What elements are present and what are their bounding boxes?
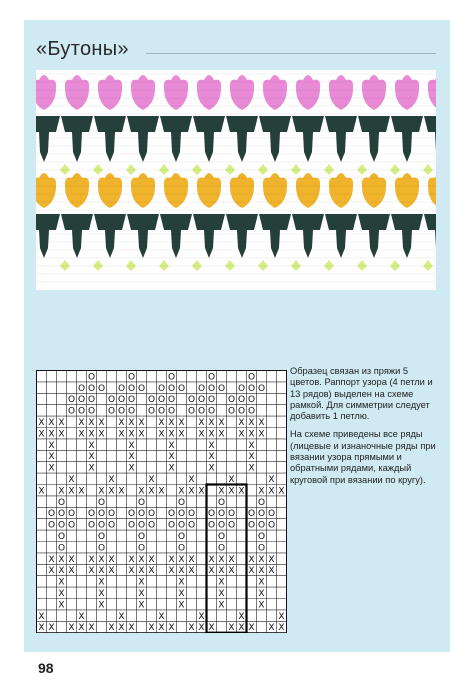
chart-symbol-x: X [278,623,285,634]
chart-symbol-x: X [218,486,225,497]
chart-symbol-x: X [238,486,245,497]
chart-symbol-x: X [58,486,65,497]
chart-symbol-o: O [87,395,96,406]
chart-symbol-x: X [118,611,125,622]
chart-symbol-o: O [107,395,116,406]
chart-symbol-o: O [257,509,266,520]
chart-symbol-x: X [78,623,85,634]
chart-symbol-x: X [228,486,235,497]
pattern-title: «Бутоны» [36,38,129,60]
chart-symbol-o: O [57,520,66,531]
chart-symbol-x: X [128,452,135,463]
chart-symbol-o: O [177,532,186,542]
chart-symbol-x: X [68,475,75,485]
chart-symbol-x: X [268,486,275,497]
description-paragraph-1: Образец связан из пряжи 5 цветов. Раппорт узора (4 петли и 13 рядов) выделен на схеме рамкой. Для симметрии следует добавить 1 петлю. [290,366,433,422]
chart-symbol-x: X [258,577,265,588]
chart-symbol-o: O [107,406,116,417]
chart-symbol-o: O [197,395,206,406]
chart-symbol-x: X [258,418,265,428]
chart-symbol-x: X [128,623,135,634]
chart-symbol-o: O [117,406,126,417]
chart-symbol-x: X [58,577,65,588]
chart-symbol-x: X [178,486,185,497]
chart-symbol-x: X [118,486,125,497]
chart-symbol-o: O [167,520,176,531]
chart-symbol-o: O [47,509,56,520]
chart-symbol-o: O [57,543,66,554]
chart-symbol-x: X [178,577,185,588]
chart-symbol-x: X [148,475,155,485]
chart-symbol-x: X [158,429,165,440]
chart-symbol-x: X [38,418,45,428]
chart-symbol-o: O [97,509,106,520]
chart-symbol-o: O [257,497,266,508]
chart-symbol-o: O [167,395,176,406]
chart-symbol-x: X [198,486,205,497]
chart-symbol-x: X [48,463,55,474]
chart-symbol-x: X [258,566,265,577]
chart-symbol-o: O [87,383,96,394]
chart-symbol-x: X [108,486,115,497]
chart-symbol-o: O [97,520,106,531]
chart-symbol-x: X [268,623,275,634]
chart-symbol-x: X [168,429,175,440]
chart-symbol-o: O [127,406,136,417]
chart-symbol-x: X [118,418,125,428]
chart-symbol-x: X [138,429,145,440]
chart-symbol-x: X [168,554,175,565]
chart-symbol-x: X [168,452,175,463]
chart-symbol-o: O [67,406,76,417]
chart-symbol-x: X [198,611,205,622]
chart-symbol-x: X [138,486,145,497]
chart-symbol-o: O [207,383,216,394]
chart-symbol-x: X [168,623,175,634]
chart-symbol-x: X [98,429,105,440]
chart-symbol-o: O [257,383,266,394]
chart-symbol-x: X [68,566,75,577]
chart-symbol-o: O [127,372,136,383]
chart-symbol-x: X [208,554,215,565]
chart-symbol-x: X [228,566,235,577]
page-number: 98 [38,660,54,676]
chart-symbol-x: X [88,463,95,474]
chart-symbol-x: X [248,418,255,428]
chart-symbol-x: X [48,452,55,463]
chart-symbol-o: O [107,520,116,531]
chart-symbol-o: O [257,532,266,542]
chart-symbol-x: X [108,623,115,634]
chart-symbol-x: X [38,429,45,440]
chart-symbol-x: X [258,589,265,599]
chart-symbol-o: O [237,395,246,406]
chart-symbol-x: X [128,418,135,428]
chart-symbol-x: X [158,486,165,497]
chart-symbol-o: O [217,383,226,394]
chart-symbol-x: X [258,486,265,497]
chart-symbol-x: X [78,611,85,622]
chart-symbol-x: X [218,600,225,611]
chart-symbol-x: X [198,418,205,428]
chart-symbol-x: X [138,577,145,588]
chart-symbol-x: X [238,611,245,622]
chart-symbol-o: O [167,406,176,417]
chart-symbol-x: X [148,566,155,577]
chart-symbol-o: O [147,395,156,406]
chart-symbol-o: O [67,395,76,406]
chart-symbol-x: X [178,429,185,440]
chart-symbol-x: X [248,554,255,565]
chart-symbol-o: O [147,509,156,520]
chart-symbol-o: O [137,497,146,508]
chart-symbol-x: X [38,486,45,497]
chart-symbol-x: X [58,418,65,428]
chart-symbol-o: O [67,509,76,520]
chart-symbol-x: X [138,600,145,611]
chart-symbol-x: X [258,554,265,565]
chart-symbol-x: X [58,429,65,440]
chart-symbol-o: O [147,520,156,531]
chart-symbol-o: O [247,395,256,406]
chart-symbol-o: O [187,509,196,520]
chart-symbol-x: X [48,440,55,451]
chart-symbol-o: O [137,520,146,531]
chart-symbol-x: X [178,418,185,428]
chart-symbol-o: O [177,520,186,531]
chart-symbol-x: X [178,589,185,599]
chart-symbol-x: X [48,554,55,565]
chart-symbol-o: O [97,497,106,508]
chart-symbol-x: X [98,589,105,599]
chart-symbol-x: X [68,486,75,497]
chart-symbol-o: O [57,497,66,508]
chart-symbol-x: X [188,475,195,485]
chart-symbol-x: X [168,463,175,474]
chart-symbol-o: O [257,520,266,531]
chart-symbol-o: O [247,509,256,520]
description-paragraph-2: На схеме приведены все ряды (лицевые и изнаночные ряды при вязании узора прямыми и обратными рядами, каждый круговой при вязании по кругу). [290,429,436,485]
chart-symbol-o: O [237,406,246,417]
knitted-sample-photo [36,70,436,290]
chart-symbol-x: X [58,600,65,611]
chart-symbol-o: O [227,395,236,406]
chart-symbol-o: O [67,520,76,531]
chart-symbol-x: X [248,429,255,440]
chart-symbol-x: X [208,463,215,474]
chart-symbol-o: O [77,383,86,394]
chart-symbol-x: X [188,486,195,497]
chart-symbol-o: O [227,520,236,531]
chart-symbol-x: X [158,418,165,428]
chart-symbol-x: X [218,429,225,440]
chart-symbol-x: X [218,418,225,428]
chart-symbol-o: O [57,509,66,520]
chart-symbol-x: X [38,611,45,622]
chart-symbol-o: O [127,383,136,394]
chart-symbol-o: O [187,406,196,417]
chart-symbol-o: O [157,383,166,394]
chart-symbol-x: X [278,486,285,497]
chart-symbol-o: O [177,543,186,554]
chart-symbol-x: X [248,566,255,577]
chart-symbol-o: O [157,406,166,417]
chart-symbol-x: X [188,566,195,577]
chart-symbol-o: O [137,543,146,554]
chart-symbol-x: X [198,429,205,440]
chart-symbol-o: O [217,543,226,554]
chart-symbol-x: X [48,429,55,440]
chart-symbol-o: O [127,395,136,406]
chart-symbol-o: O [87,372,96,383]
chart-symbol-o: O [87,520,96,531]
chart-symbol-x: X [208,452,215,463]
chart-symbol-x: X [68,554,75,565]
chart-symbol-x: X [178,554,185,565]
chart-symbol-x: X [148,486,155,497]
chart-symbol-x: X [138,589,145,599]
chart-symbol-x: X [178,600,185,611]
chart-symbol-o: O [77,406,86,417]
chart-symbol-o: O [217,509,226,520]
chart-symbol-o: O [257,543,266,554]
knitting-chart [36,370,287,638]
chart-symbol-x: X [148,623,155,634]
chart-symbol-x: X [218,554,225,565]
chart-symbol-x: X [248,463,255,474]
chart-symbol-x: X [98,566,105,577]
chart-symbol-x: X [68,623,75,634]
pattern-description [290,366,440,493]
chart-symbol-o: O [97,383,106,394]
chart-symbol-o: O [137,509,146,520]
chart-symbol-o: O [137,532,146,542]
chart-symbol-x: X [258,600,265,611]
chart-symbol-x: X [128,566,135,577]
chart-symbol-x: X [138,418,145,428]
chart-symbol-o: O [77,395,86,406]
chart-symbol-x: X [248,623,255,634]
chart-symbol-x: X [248,452,255,463]
chart-symbol-o: O [117,395,126,406]
chart-symbol-o: O [187,520,196,531]
chart-symbol-x: X [88,452,95,463]
chart-symbol-x: X [228,554,235,565]
chart-symbol-o: O [197,383,206,394]
chart-symbol-o: O [267,509,276,520]
chart-symbol-x: X [98,418,105,428]
chart-symbol-o: O [267,520,276,531]
chart-symbol-x: X [98,486,105,497]
chart-symbol-x: X [158,623,165,634]
chart-symbol-o: O [127,520,136,531]
chart-symbol-x: X [108,554,115,565]
chart-symbol-x: X [78,418,85,428]
chart-symbol-o: O [57,532,66,542]
chart-symbol-x: X [128,440,135,451]
chart-symbol-x: X [168,566,175,577]
chart-symbol-x: X [268,566,275,577]
chart-symbol-x: X [228,475,235,485]
chart-symbol-o: O [87,509,96,520]
chart-symbol-o: O [217,497,226,508]
chart-symbol-x: X [208,566,215,577]
chart-symbol-o: O [207,509,216,520]
chart-symbol-x: X [208,623,215,634]
chart-symbol-x: X [38,623,45,634]
title-row [36,38,436,64]
chart-symbol-x: X [218,577,225,588]
chart-symbol-o: O [207,395,216,406]
chart-symbol-x: X [158,611,165,622]
chart-symbol-x: X [238,429,245,440]
chart-symbol-x: X [88,566,95,577]
chart-symbol-x: X [148,554,155,565]
chart-symbol-x: X [168,418,175,428]
chart-symbol-o: O [247,520,256,531]
chart-symbol-x: X [128,463,135,474]
chart-symbol-o: O [207,372,216,383]
chart-symbol-o: O [187,395,196,406]
chart-symbol-x: X [138,566,145,577]
chart-symbol-x: X [178,566,185,577]
chart-symbol-x: X [58,554,65,565]
chart-symbol-o: O [207,406,216,417]
chart-symbol-x: X [128,429,135,440]
chart-symbol-x: X [88,623,95,634]
chart-symbol-o: O [197,406,206,417]
chart-symbol-x: X [88,440,95,451]
chart-symbol-x: X [128,554,135,565]
chart-symbol-o: O [97,543,106,554]
chart-symbol-x: X [98,600,105,611]
chart-symbol-o: O [127,509,136,520]
chart-symbol-o: O [47,520,56,531]
chart-symbol-o: O [247,406,256,417]
chart-symbol-o: O [117,383,126,394]
chart-symbol-x: X [268,475,275,485]
chart-symbol-o: O [237,383,246,394]
chart-symbol-o: O [177,509,186,520]
chart-symbol-x: X [168,440,175,451]
chart-symbol-x: X [108,566,115,577]
chart-symbol-x: X [208,440,215,451]
chart-symbol-o: O [247,383,256,394]
chart-symbol-x: X [78,486,85,497]
chart-symbol-x: X [58,566,65,577]
chart-symbol-o: O [167,383,176,394]
chart-symbol-x: X [98,554,105,565]
chart-symbol-x: X [218,566,225,577]
chart-symbol-o: O [147,406,156,417]
chart-symbol-o: O [177,497,186,508]
chart-symbol-o: O [247,372,256,383]
chart-symbol-x: X [138,554,145,565]
chart-symbol-o: O [97,532,106,542]
chart-symbol-o: O [137,383,146,394]
chart-symbol-x: X [48,418,55,428]
chart-symbol-o: O [157,395,166,406]
chart-symbol-x: X [48,623,55,634]
chart-symbol-x: X [108,475,115,485]
chart-symbol-x: X [208,429,215,440]
chart-symbol-x: X [248,440,255,451]
chart-symbol-x: X [228,623,235,634]
chart-symbol-x: X [98,577,105,588]
title-rule [146,53,436,54]
chart-symbol-x: X [118,429,125,440]
chart-symbol-x: X [78,429,85,440]
chart-symbol-x: X [58,589,65,599]
chart-symbol-x: X [88,429,95,440]
chart-symbol-x: X [268,554,275,565]
chart-symbol-x: X [208,418,215,428]
chart-symbol-o: O [167,372,176,383]
chart-symbol-x: X [258,429,265,440]
chart-symbol-x: X [48,566,55,577]
chart-symbol-o: O [207,520,216,531]
chart-symbol-o: O [107,509,116,520]
chart-symbol-x: X [188,554,195,565]
chart-symbol-o: O [217,520,226,531]
chart-symbol-x: X [188,623,195,634]
chart-symbol-x: X [88,554,95,565]
chart-symbol-x: X [278,611,285,622]
chart-symbol-o: O [167,509,176,520]
chart-symbol-x: X [88,418,95,428]
chart-symbol-x: X [198,623,205,634]
chart-symbol-o: O [87,406,96,417]
chart-symbol-x: X [238,418,245,428]
chart-symbol-x: X [218,589,225,599]
chart-symbol-o: O [217,532,226,542]
chart-symbol-o: O [227,406,236,417]
chart-symbol-o: O [227,509,236,520]
chart-symbol-o: O [177,383,186,394]
chart-symbol-x: X [118,623,125,634]
chart-symbol-x: X [238,623,245,634]
